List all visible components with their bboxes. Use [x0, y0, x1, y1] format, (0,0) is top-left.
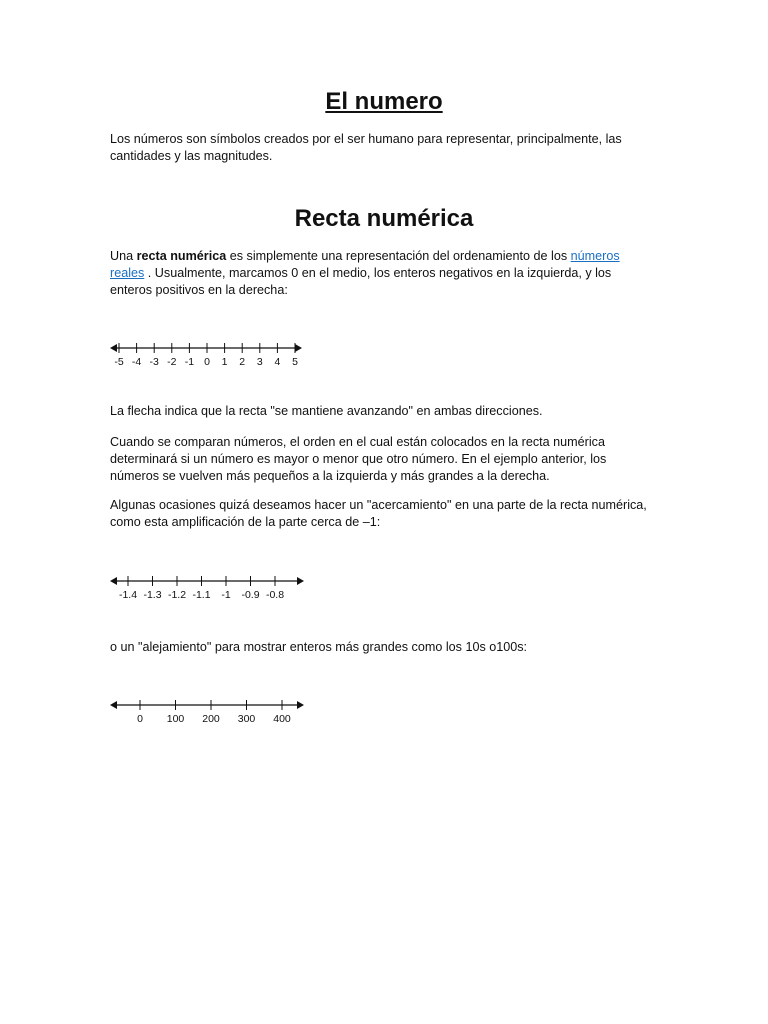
recta-bold-term: recta numérica — [136, 249, 227, 263]
left-arrow-icon — [110, 577, 117, 585]
number-line-decimals — [108, 571, 308, 603]
left-arrow-icon — [110, 701, 117, 709]
tick-label: -4 — [131, 356, 142, 368]
tick-label: -1.1 — [192, 589, 211, 601]
tick-label: 0 — [204, 356, 210, 368]
tick-label: -2 — [167, 356, 177, 368]
tick-label: -0.9 — [241, 589, 260, 601]
compare-paragraph: Cuando se comparan números, el orden en el cual están colocados en la recta numérica determinará si un número es mayor o menor que otro número. En el ejemplo anterior, los números se vuelven más pequeños a la izquierda y más grandes a la derecha. — [110, 435, 607, 483]
page-title: El numero — [325, 88, 443, 115]
tick-label: 4 — [274, 356, 281, 368]
recta-prefix: Una — [110, 249, 137, 263]
numeros-reales-link[interactable]: números reales — [110, 249, 620, 280]
recta-paragraph — [110, 248, 655, 298]
tick-label: 5 — [292, 356, 298, 368]
tick-label: 200 — [202, 713, 220, 725]
intro-paragraph: Los números son símbolos creados por el ser humano para representar, principalmente, las cantidades y las magnitudes. — [110, 132, 622, 163]
tick-label: -1.3 — [143, 589, 162, 601]
section-title: Recta numérica — [294, 205, 474, 232]
tick-label: 100 — [166, 713, 185, 725]
recta-suffix: . Usualmente, marcamos 0 en el medio, los enteros negativos en la izquierda, y los enteros positivos en la derecha: — [110, 265, 612, 297]
zoom-out-paragraph: o un "alejamiento" para mostrar enteros más grandes como los 10s o100s: — [110, 640, 528, 654]
right-arrow-icon — [295, 344, 302, 352]
right-arrow-icon — [297, 577, 304, 585]
tick-label: 400 — [273, 713, 291, 725]
tick-label: -5 — [114, 356, 124, 368]
tick-label: 0 — [137, 713, 143, 725]
number-line-hundreds — [108, 697, 308, 729]
tick-label: 1 — [221, 356, 228, 368]
zoom-in-paragraph: Algunas ocasiones quizá deseamos hacer un "acercamiento" en una parte de la recta numérica, como esta amplificación de la parte cerca de –1: — [110, 498, 647, 529]
tick-label: -1.4 — [118, 589, 138, 601]
tick-label: 3 — [256, 356, 263, 368]
tick-label: 300 — [237, 713, 256, 725]
arrow-paragraph: La flecha indica que la recta "se mantiene avanzando" en ambas direcciones. — [110, 404, 543, 418]
tick-label: -1 — [184, 356, 195, 368]
left-arrow-icon — [110, 344, 117, 352]
tick-label: -1 — [221, 589, 231, 601]
tick-label: -0.8 — [265, 589, 285, 601]
tick-label: -3 — [149, 356, 159, 368]
recta-middle: es simplemente una representación del ordenamiento de los — [226, 249, 571, 263]
tick-label: -1.2 — [167, 589, 187, 601]
right-arrow-icon — [297, 701, 304, 709]
tick-label: 2 — [239, 356, 246, 368]
number-line-integers — [108, 338, 308, 370]
